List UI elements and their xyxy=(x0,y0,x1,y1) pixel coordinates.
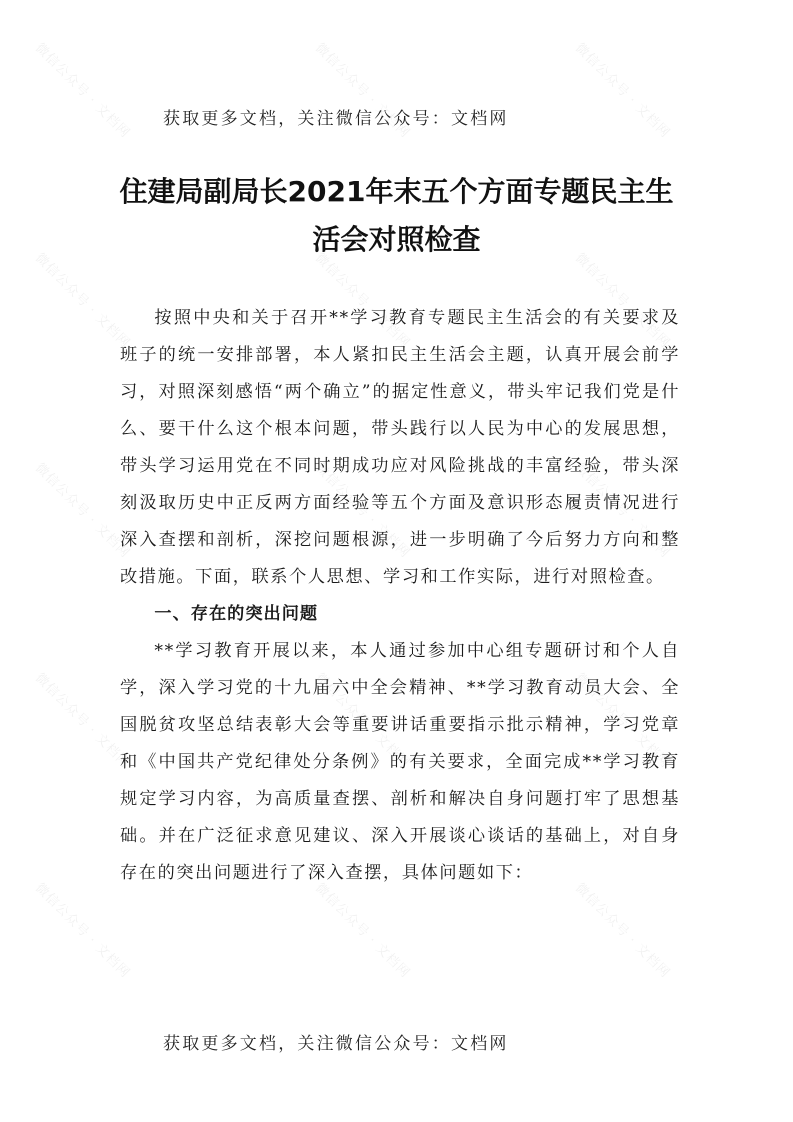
watermark-mark: 微信公众号 · 文档网 xyxy=(311,460,413,562)
watermark-mark: 微信公众号 · 文档网 xyxy=(31,670,133,772)
header-note: 获取更多文档，关注微信公众号：文档网 xyxy=(163,109,509,129)
watermark-mark: 微信公众号 · 文档网 xyxy=(571,460,673,562)
watermark-mark: 微信公众号 · 文档网 xyxy=(311,250,413,352)
watermark-mark: 微信公众号 · 文档网 xyxy=(311,40,413,142)
watermark-mark: 微信公众号 · 文档网 xyxy=(571,250,673,352)
watermark-mark: 微信公众号 · 文档网 xyxy=(311,880,413,982)
document-body xyxy=(120,300,680,892)
intro-paragraph: 按照中央和关于召开**学习教育专题民主生活会的有关要求及班子的统一安排部署，本人紧扣民主生活会主题，认真开展会前学习，对照深刻感悟“两个确立”的据定性意义，带头牢记我们党是什么、要干什么这个根本问题，带头践行以人民为中心的发展思想，带头学习运用党在不同时期成功应对风险挑战的丰富经验，带头深刻汲取历史中正反两方面经验等五个方面及意识形态履责情况进行深入查摆和剖析，深挖问题根源，进一步明确了今后努力方向和整改措施。下面，联系个人思想、学习和工作实际，进行对照检查。 xyxy=(120,308,680,587)
document-title: 住建局副局长2021年末五个方面专题民主生活会对照检查 xyxy=(119,175,674,256)
watermark-mark: 微信公众号 · 文档网 xyxy=(571,40,673,142)
watermark-mark: 微信公众号 · 文档网 xyxy=(31,880,133,982)
section-heading: 一、存在的突出问题 xyxy=(154,604,319,624)
watermark-mark: 微信公众号 · 文档网 xyxy=(571,670,673,772)
watermark-mark: 微信公众号 · 文档网 xyxy=(311,670,413,772)
watermark-mark: 微信公众号 · 文档网 xyxy=(31,460,133,562)
footer-note: 获取更多文档，关注微信公众号：文档网 xyxy=(163,1034,509,1054)
section-paragraph: **学习教育开展以来，本人通过参加中心组专题研讨和个人自学，深入学习党的十九届六中全会精神、**学习教育动员大会、全国脱贫攻坚总结表彰大会等重要讲话重要指示批示精神，学习党章和《中国共产党纪律处分条例》的有关要求，全面完成**学习教育规定学习内容，为高质量查摆、剖析和解决自身问题打牢了思想基础。并在广泛征求意见建议、深入开展谈心谈话的基础上，对自身存在的突出问题进行了深入查摆，具体问题如下： xyxy=(120,641,680,883)
watermark-mark: 微信公众号 · 文档网 xyxy=(31,40,133,142)
watermark-mark: 微信公众号 · 文档网 xyxy=(571,880,673,982)
watermark-mark: 微信公众号 · 文档网 xyxy=(31,250,133,352)
